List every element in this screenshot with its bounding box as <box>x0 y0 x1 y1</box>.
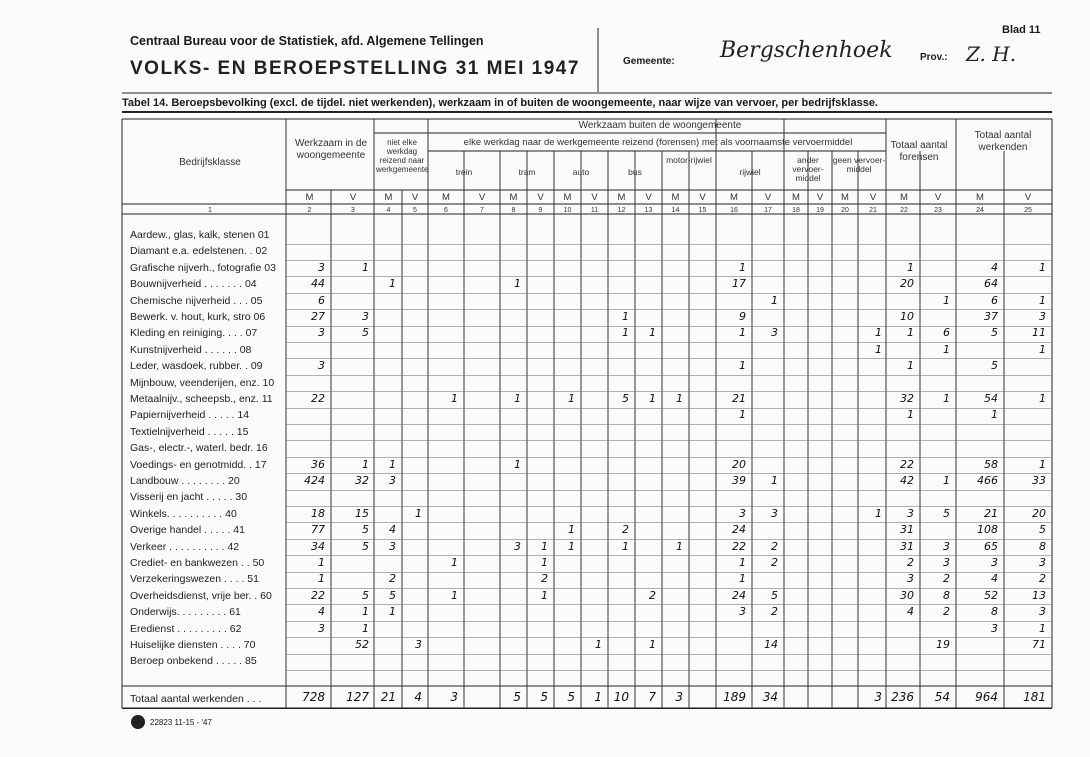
total-cell: 728 <box>302 690 325 704</box>
table-cell: 3 <box>739 506 746 520</box>
table-cell: 2 <box>771 556 778 569</box>
table-cell: 1 <box>739 556 746 569</box>
col-number-12: 12 <box>617 207 626 214</box>
table-cell: 3 <box>943 556 950 569</box>
total-cell: 181 <box>1023 690 1046 704</box>
table-cell: 54 <box>984 392 998 405</box>
col-header-m: M <box>976 192 984 203</box>
table-cell: 1 <box>676 392 683 405</box>
row-label: Kleding en reiniging. . . . 07 <box>130 327 258 340</box>
bureau-heading: Centraal Bureau voor de Statistiek, afd. Algemene Tellingen <box>130 34 484 48</box>
total-cell: 236 <box>891 690 914 704</box>
table-cell: 1 <box>389 457 396 471</box>
total-row-label: Totaal aantal werkenden . . . <box>130 693 262 705</box>
table-cell: 11 <box>1032 326 1046 340</box>
table-cell: 3 <box>415 638 422 651</box>
table-cell: 3 <box>318 621 325 635</box>
table-cell: 1 <box>771 474 778 487</box>
table-cell: 3 <box>771 506 778 520</box>
row-label: Bewerk. v. hout, kurk, stro 06 <box>130 311 266 323</box>
col-header-werkzaam-in: Werkzaam in de woongemeente <box>294 138 368 161</box>
table-cell: 1 <box>907 260 914 274</box>
col-header-m: M <box>384 192 393 203</box>
table-cell: 3 <box>1039 310 1046 323</box>
col-header-mode-6: ander vervoer-middel <box>792 155 824 183</box>
table-cell: 5 <box>362 539 369 553</box>
table-cell: 3 <box>318 326 325 340</box>
col-header-m: M <box>305 192 314 203</box>
table-cell: 1 <box>739 572 746 586</box>
table-cell: 2 <box>389 572 396 586</box>
total-cell: 3 <box>874 690 882 704</box>
col-header-totaal-forensen: Totaal aantal forensen <box>890 140 948 163</box>
col-number-22: 22 <box>900 207 908 214</box>
table-cell: 13 <box>1032 588 1046 602</box>
table-cell: 4 <box>991 572 998 586</box>
table-cell: 1 <box>415 506 422 520</box>
table-cell: 6 <box>318 293 325 307</box>
col-number-24: 24 <box>976 207 984 214</box>
col-number-17: 17 <box>764 207 772 214</box>
table-cell: 27 <box>311 310 325 323</box>
table-cell: 22 <box>732 539 746 553</box>
table-cell: 3 <box>907 572 914 586</box>
table-cell: 1 <box>739 260 746 274</box>
table-cell: 1 <box>1039 392 1046 405</box>
table-cell: 3 <box>991 621 998 635</box>
col-number-2: 2 <box>307 207 312 214</box>
table-cell: 5 <box>991 359 998 373</box>
total-cell: 4 <box>414 690 422 704</box>
row-label: Grafische nijverh., fotografie 03 <box>130 261 276 274</box>
table-cell: 31 <box>900 539 914 553</box>
col-number-11: 11 <box>590 207 599 214</box>
table-cell: 20 <box>732 457 746 471</box>
col-header-v: V <box>478 192 486 203</box>
table-cell: 1 <box>622 539 629 553</box>
form-title: VOLKS- EN BEROEPSTELLING 31 MEI 1947 <box>130 58 580 79</box>
total-cell: 3 <box>675 690 683 704</box>
col-header-m: M <box>563 192 572 203</box>
col-header-m: M <box>792 192 800 203</box>
col-header-m: M <box>671 192 680 203</box>
table-cell: 10 <box>900 310 914 323</box>
col-header-mode-7: geen vervoer-middel <box>832 155 886 174</box>
table-cell: 3 <box>739 605 746 619</box>
table-cell: 1 <box>451 392 458 405</box>
table-cell: 1 <box>991 408 998 422</box>
table-cell: 3 <box>318 260 325 274</box>
col-number-19: 19 <box>816 207 824 214</box>
table-cell: 42 <box>900 474 914 487</box>
table-cell: 3 <box>991 556 998 569</box>
table-cell: 18 <box>311 506 325 520</box>
table-cell: 1 <box>595 638 602 651</box>
row-label: Overige handel . . . . . 41 <box>130 524 245 537</box>
row-label: Bouwnijverheid . . . . . . . 04 <box>130 278 257 291</box>
col-header-mode-2: auto <box>572 167 590 177</box>
table-cell: 24 <box>732 523 746 537</box>
col-header-v: V <box>411 192 419 203</box>
col-header-v: V <box>645 192 652 203</box>
table-cell: 1 <box>541 539 548 553</box>
row-label: Crediet- en bankwezen . . 50 <box>130 557 265 569</box>
table-cell: 3 <box>389 474 396 487</box>
table-cell: 3 <box>907 506 914 520</box>
table-cell: 1 <box>943 392 950 405</box>
col-number-15: 15 <box>698 207 707 214</box>
col-number-10: 10 <box>563 207 572 214</box>
table-cell: 5 <box>389 588 396 602</box>
total-cell: 5 <box>567 690 575 704</box>
table-cell: 5 <box>362 326 369 340</box>
table-cell: 14 <box>764 638 778 651</box>
table-cell: 3 <box>389 539 396 553</box>
footer-print-code: 22823 11-15 - '47 <box>150 718 212 727</box>
table-cell: 1 <box>568 392 575 405</box>
row-label: Eredienst . . . . . . . . . 62 <box>130 622 242 635</box>
table-cell: 1 <box>907 326 914 340</box>
table-cell: 1 <box>318 556 325 569</box>
table-cell: 3 <box>943 539 950 553</box>
total-cell: 7 <box>648 690 656 704</box>
table-cell: 9 <box>739 310 746 323</box>
row-label: Gas-, electr.-, waterl. bedr. 16 <box>130 442 268 455</box>
table-cell: 3 <box>514 539 521 553</box>
table-cell: 1 <box>1039 293 1046 307</box>
col-header-v: V <box>764 192 772 203</box>
table-cell: 22 <box>900 457 914 471</box>
table-cell: 33 <box>1032 474 1046 487</box>
table-cell: 3 <box>771 326 778 340</box>
table-cell: 1 <box>649 326 656 340</box>
col-number-7: 7 <box>480 207 484 214</box>
table-cell: 2 <box>943 605 950 619</box>
table-cell: 5 <box>362 523 369 537</box>
table-cell: 1 <box>362 457 369 471</box>
table-cell: 52 <box>984 588 998 602</box>
table-cell: 1 <box>389 277 396 291</box>
total-cell: 3 <box>450 690 458 704</box>
col-header-m: M <box>617 192 626 203</box>
row-label: Diamant e.a. edelstenen. . 02 <box>130 245 268 258</box>
row-label: Leder, wasdoek, rubber. . 09 <box>130 360 263 373</box>
total-cell: 5 <box>540 690 548 704</box>
row-label: Landbouw . . . . . . . . 20 <box>130 475 240 487</box>
table-cell: 1 <box>771 293 778 307</box>
table-cell: 466 <box>977 474 998 487</box>
col-header-mode-0: trein <box>455 167 473 177</box>
col-header-mode-5: rijwiel <box>739 167 761 177</box>
table-cell: 34 <box>311 539 325 553</box>
col-header-niet-elke: niet elke werkdag reizend naar werkgemeente <box>376 138 429 174</box>
table-cell: 4 <box>318 605 325 619</box>
table-cell: 17 <box>732 277 746 291</box>
col-header-v: V <box>537 192 544 203</box>
table-cell: 2 <box>622 523 629 537</box>
table-cell: 15 <box>355 506 369 520</box>
table-cell: 1 <box>649 638 656 651</box>
row-label: Huiselijke diensten . . . . 70 <box>130 639 256 651</box>
total-cell: 964 <box>975 690 998 704</box>
col-number-13: 13 <box>644 207 653 214</box>
row-label: Metaalnijv., scheepsb., enz. 11 <box>130 393 273 405</box>
table-cell: 3 <box>1039 605 1046 619</box>
row-label: Visserij en jacht . . . . . 30 <box>130 491 248 504</box>
table-cell: 2 <box>771 605 778 619</box>
row-label: Aardew., glas, kalk, stenen 01 <box>130 229 270 241</box>
table-cell: 1 <box>514 392 521 405</box>
table-cell: 1 <box>389 605 396 619</box>
table-cell: 20 <box>900 277 914 291</box>
table-cell: 4 <box>991 260 998 274</box>
table-cell: 1 <box>1039 457 1046 471</box>
gemeente-value: Bergschenhoek <box>720 38 893 63</box>
total-cell: 34 <box>762 690 778 704</box>
table-cell: 22 <box>311 392 325 405</box>
row-label: Chemische nijverheid . . . 05 <box>130 294 263 307</box>
table-cell: 52 <box>355 638 369 651</box>
col-number-3: 3 <box>351 207 355 214</box>
table-cell: 8 <box>1039 539 1046 553</box>
table-cell: 1 <box>362 605 369 619</box>
table-cell: 44 <box>311 277 325 291</box>
table-cell: 5 <box>991 326 998 340</box>
table-cell: 2 <box>541 572 548 586</box>
row-label: Kunstnijverheid . . . . . . 08 <box>130 343 252 356</box>
table-cell: 1 <box>943 474 950 487</box>
table-cell: 1 <box>739 359 746 373</box>
table-cell: 1 <box>907 408 914 422</box>
row-label: Verzekeringswezen . . . . 51 <box>130 573 259 586</box>
table-cell: 1 <box>875 342 882 356</box>
col-header-v: V <box>869 192 877 203</box>
table-cell: 1 <box>943 293 950 307</box>
col-number-6: 6 <box>444 207 448 214</box>
table-cell: 1 <box>451 588 458 602</box>
table-cell: 2 <box>771 539 778 553</box>
table-cell: 1 <box>318 572 325 586</box>
table-cell: 1 <box>943 342 950 356</box>
total-cell: 21 <box>380 690 396 704</box>
prov-label: Prov.: <box>920 52 948 63</box>
table-cell: 19 <box>936 638 950 651</box>
table-cell: 1 <box>514 457 521 471</box>
table-cell: 22 <box>311 588 325 602</box>
col-header-v: V <box>349 192 357 203</box>
col-number-5: 5 <box>413 207 417 214</box>
table-cell: 424 <box>304 474 325 487</box>
table-cell: 1 <box>568 539 575 553</box>
row-label: Onderwijs. . . . . . . . . 61 <box>130 606 241 619</box>
col-header-m: M <box>841 192 849 203</box>
gemeente-label: Gemeente: <box>623 56 675 67</box>
total-cell: 5 <box>513 690 521 704</box>
col-header-m: M <box>509 192 518 203</box>
table-cell: 64 <box>984 277 998 291</box>
table-cell: 1 <box>1039 260 1046 274</box>
row-label: Beroep onbekend . . . . . 85 <box>130 655 257 668</box>
table-cell: 5 <box>771 588 778 602</box>
table-cell: 37 <box>984 310 998 323</box>
col-header-m: M <box>730 192 738 203</box>
table-cell: 65 <box>984 539 998 553</box>
table-cell: 1 <box>676 539 683 553</box>
table-cell: 1 <box>622 310 629 323</box>
table-cell: 5 <box>1039 523 1046 537</box>
table-cell: 1 <box>1039 621 1046 635</box>
table-title: Tabel 14. Beroepsbevolking (excl. de tijdel. niet werkenden), werkzaam in of buiten de woongemeente, naar wijze van vervoer, per bedrijfsklasse. <box>122 97 878 109</box>
table-cell: 30 <box>900 588 914 602</box>
table-cell: 1 <box>362 621 369 635</box>
table-cell: 1 <box>362 260 369 274</box>
table-cell: 1 <box>1039 342 1046 356</box>
table-cell: 2 <box>1039 572 1046 586</box>
total-cell: 54 <box>934 690 950 704</box>
table-cell: 5 <box>943 506 950 520</box>
col-number-9: 9 <box>538 207 543 214</box>
table-cell: 1 <box>541 588 548 602</box>
table-cell: 6 <box>991 293 998 307</box>
table-cell: 8 <box>943 588 950 602</box>
col-number-23: 23 <box>934 207 942 214</box>
table-cell: 1 <box>649 392 656 405</box>
table-cell: 20 <box>1032 506 1046 520</box>
table-cell: 1 <box>875 506 882 520</box>
table-cell: 5 <box>622 392 629 405</box>
row-label: Winkels. . . . . . . . . . 40 <box>130 507 237 520</box>
table-cell: 1 <box>739 326 746 340</box>
table-cell: 1 <box>451 556 458 569</box>
table-cell: 1 <box>541 556 548 569</box>
table-cell: 3 <box>318 359 325 373</box>
table-cell: 1 <box>622 326 629 340</box>
table-cell: 39 <box>732 474 746 487</box>
col-header-v: V <box>1024 192 1032 203</box>
col-header-v: V <box>591 192 598 203</box>
table-cell: 1 <box>568 523 575 537</box>
row-label: Mijnbouw, veenderijen, enz. 10 <box>130 376 275 389</box>
table-cell: 1 <box>907 359 914 373</box>
col-header-m: M <box>442 192 450 203</box>
total-cell: 189 <box>723 690 746 704</box>
table-cell: 3 <box>1039 556 1046 569</box>
table-cell: 8 <box>991 605 998 619</box>
table-cell: 3 <box>362 310 369 323</box>
table-cell: 6 <box>943 326 950 340</box>
row-label: Overheidsdienst, vrije ber. . 60 <box>130 589 272 602</box>
table-cell: 32 <box>355 474 369 487</box>
table-cell: 1 <box>875 326 882 340</box>
col-header-mode-4: motor-rijwiel <box>666 155 712 165</box>
prov-value: Z. H. <box>966 42 1017 66</box>
col-number-18: 18 <box>792 207 800 214</box>
col-number-14: 14 <box>671 207 680 214</box>
row-label: Verkeer . . . . . . . . . . 42 <box>130 540 240 553</box>
col-header-elke-werkdag: elke werkdag naar de werkgemeente reizend (forensen) met als voornaamste vervoermiddel <box>463 137 853 148</box>
table-cell: 1 <box>739 408 746 422</box>
table-cell: 5 <box>362 588 369 602</box>
table-cell: 71 <box>1032 638 1046 651</box>
table-cell: 108 <box>977 523 998 537</box>
col-header-werkzaam-buiten: Werkzaam buiten de woongemeente <box>578 120 742 131</box>
col-header-totaal-werkenden: Totaal aantal werkenden <box>974 130 1032 153</box>
col-number-25: 25 <box>1024 207 1032 214</box>
col-header-v: V <box>934 192 942 203</box>
table-cell: 36 <box>311 457 325 471</box>
table-cell: 21 <box>732 392 746 405</box>
table-cell: 21 <box>984 506 998 520</box>
col-number-20: 20 <box>841 207 849 214</box>
row-label: Textielnijverheid . . . . . 15 <box>130 425 249 438</box>
total-cell: 10 <box>613 690 629 704</box>
col-number-4: 4 <box>386 207 391 214</box>
table-cell: 4 <box>907 605 914 619</box>
col-number-21: 21 <box>869 207 877 214</box>
col-header-v: V <box>699 192 706 203</box>
table-cell: 2 <box>943 572 950 586</box>
col-number-16: 16 <box>730 207 738 214</box>
total-cell: 127 <box>346 690 369 704</box>
table-cell: 4 <box>389 523 396 537</box>
table-cell: 58 <box>984 457 998 471</box>
col-header-mode-3: bus <box>628 167 642 177</box>
table-cell: 24 <box>732 588 746 602</box>
table-cell: 2 <box>907 556 914 569</box>
table-cell: 2 <box>649 588 656 602</box>
table-cell: 31 <box>900 523 914 537</box>
col-header-mode-1: tram <box>518 167 536 177</box>
table-cell: 32 <box>900 392 914 405</box>
col-header-v: V <box>816 192 824 203</box>
table-cell: 1 <box>514 277 521 291</box>
col-number-1: 1 <box>208 207 212 214</box>
sheet-number: Blad 11 <box>1002 24 1041 36</box>
footer-logo-icon <box>131 715 145 729</box>
row-label: Papiernijverheid . . . . . 14 <box>130 409 250 422</box>
col-number-8: 8 <box>511 207 516 214</box>
total-cell: 1 <box>594 690 602 704</box>
col-header-m: M <box>900 192 908 203</box>
table-cell: 77 <box>311 523 325 537</box>
row-label: Voedings- en genotmidd. . 17 <box>130 458 267 471</box>
col-header-bedrijfsklasse: Bedrijfsklasse <box>179 157 241 168</box>
